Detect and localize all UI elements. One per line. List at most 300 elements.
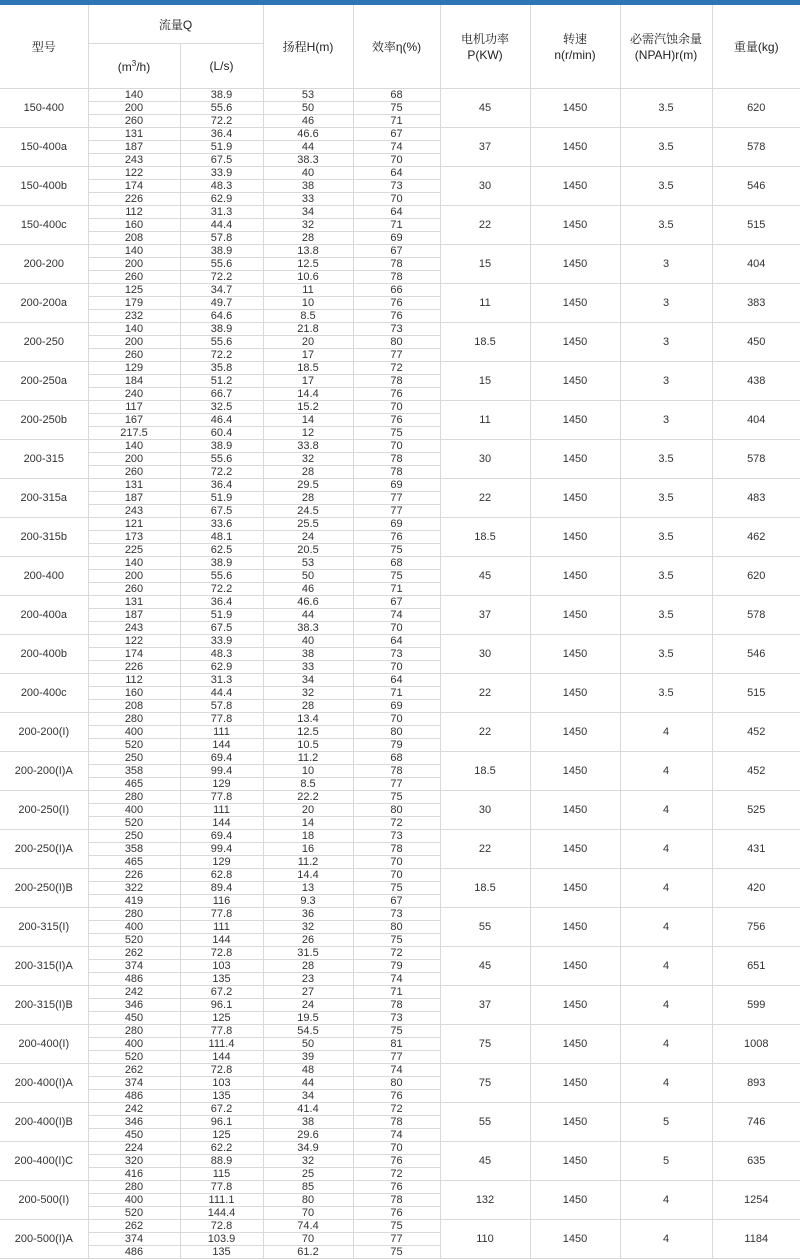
efficiency-cell: 77: [353, 1233, 440, 1246]
efficiency-cell: 77: [353, 505, 440, 518]
flow-m3h-cell: 200: [88, 102, 180, 115]
head-cell: 70: [263, 1207, 353, 1220]
npsh-cell: 4: [620, 1064, 712, 1103]
flow-ls-cell: 111: [180, 921, 263, 934]
flow-ls-cell: 34.7: [180, 284, 263, 297]
flow-m3h-cell: 117: [88, 401, 180, 414]
table-row: [0, 440, 800, 453]
table-row: [0, 947, 800, 960]
speed-cell: 1450: [530, 440, 620, 479]
model-cell: 200-400(I)B: [0, 1103, 88, 1142]
model-cell: 200-315(I)B: [0, 986, 88, 1025]
flow-m3h-cell: 131: [88, 596, 180, 609]
efficiency-cell: 70: [353, 193, 440, 206]
speed-cell: 1450: [530, 128, 620, 167]
flow-m3h-cell: 520: [88, 739, 180, 752]
head-cell: 36: [263, 908, 353, 921]
table-row: [0, 206, 800, 219]
table-row: [0, 713, 800, 726]
flow-m3h-cell: 226: [88, 869, 180, 882]
flow-m3h-cell: 129: [88, 362, 180, 375]
flow-ls-cell: 72.2: [180, 115, 263, 128]
table-row: [0, 1064, 800, 1077]
table-row: [0, 1025, 800, 1038]
efficiency-cell: 76: [353, 1207, 440, 1220]
head-cell: 85: [263, 1181, 353, 1194]
flow-ls-cell: 55.6: [180, 336, 263, 349]
flow-ls-cell: 77.8: [180, 1025, 263, 1038]
efficiency-cell: 76: [353, 388, 440, 401]
flow-m3h-cell: 121: [88, 518, 180, 531]
flow-ls-cell: 103: [180, 1077, 263, 1090]
power-cell: 45: [440, 947, 530, 986]
flow-m3h-cell: 280: [88, 908, 180, 921]
flow-m3h-cell: 260: [88, 115, 180, 128]
weight-cell: 578: [712, 440, 800, 479]
header-row-1: [0, 5, 800, 44]
power-cell: 37: [440, 128, 530, 167]
header-power-line1: 电机功率: [460, 31, 509, 46]
weight-cell: 483: [712, 479, 800, 518]
weight-cell: 756: [712, 908, 800, 947]
npsh-cell: 4: [620, 1181, 712, 1220]
flow-ls-cell: 57.8: [180, 232, 263, 245]
flow-ls-cell: 129: [180, 778, 263, 791]
model-cell: 200-315(I): [0, 908, 88, 947]
model-cell: 200-315: [0, 440, 88, 479]
head-cell: 14: [263, 817, 353, 830]
flow-ls-cell: 125: [180, 1129, 263, 1142]
flow-m3h-cell: 260: [88, 466, 180, 479]
head-cell: 32: [263, 1155, 353, 1168]
efficiency-cell: 75: [353, 1220, 440, 1233]
header-power-line2: P(KW): [467, 47, 503, 62]
weight-cell: 578: [712, 596, 800, 635]
flow-ls-cell: 62.5: [180, 544, 263, 557]
efficiency-cell: 78: [353, 271, 440, 284]
efficiency-cell: 78: [353, 375, 440, 388]
efficiency-cell: 77: [353, 349, 440, 362]
flow-ls-cell: 33.9: [180, 635, 263, 648]
weight-cell: 546: [712, 635, 800, 674]
flow-m3h-cell: 179: [88, 297, 180, 310]
head-cell: 15.2: [263, 401, 353, 414]
speed-cell: 1450: [530, 830, 620, 869]
head-cell: 20: [263, 804, 353, 817]
speed-cell: 1450: [530, 206, 620, 245]
weight-cell: 599: [712, 986, 800, 1025]
model-cell: 200-250: [0, 323, 88, 362]
head-cell: 8.5: [263, 778, 353, 791]
speed-cell: 1450: [530, 1103, 620, 1142]
efficiency-cell: 72: [353, 947, 440, 960]
flow-ls-cell: 51.9: [180, 141, 263, 154]
power-cell: 15: [440, 362, 530, 401]
model-cell: 150-400: [0, 89, 88, 128]
flow-ls-cell: 35.8: [180, 362, 263, 375]
head-cell: 46: [263, 115, 353, 128]
head-cell: 22.2: [263, 791, 353, 804]
flow-ls-cell: 55.6: [180, 570, 263, 583]
power-cell: 30: [440, 440, 530, 479]
npsh-cell: 4: [620, 947, 712, 986]
flow-ls-cell: 135: [180, 1090, 263, 1103]
flow-ls-cell: 67.2: [180, 1103, 263, 1116]
npsh-cell: 3.5: [620, 128, 712, 167]
npsh-cell: 3: [620, 401, 712, 440]
flow-ls-cell: 72.2: [180, 583, 263, 596]
table-row: [0, 596, 800, 609]
efficiency-cell: 74: [353, 141, 440, 154]
efficiency-cell: 80: [353, 921, 440, 934]
weight-cell: 746: [712, 1103, 800, 1142]
npsh-cell: 3: [620, 362, 712, 401]
efficiency-cell: 80: [353, 1077, 440, 1090]
efficiency-cell: 64: [353, 635, 440, 648]
head-cell: 80: [263, 1194, 353, 1207]
model-cell: 200-250(I)A: [0, 830, 88, 869]
flow-m3h-cell: 419: [88, 895, 180, 908]
power-cell: 18.5: [440, 752, 530, 791]
efficiency-cell: 77: [353, 1051, 440, 1064]
flow-ls-cell: 38.9: [180, 89, 263, 102]
npsh-cell: 3: [620, 284, 712, 323]
head-cell: 34.9: [263, 1142, 353, 1155]
efficiency-cell: 70: [353, 440, 440, 453]
model-cell: 200-250(I): [0, 791, 88, 830]
speed-cell: 1450: [530, 89, 620, 128]
power-cell: 22: [440, 713, 530, 752]
head-cell: 46.6: [263, 128, 353, 141]
flow-m3h-cell: 200: [88, 453, 180, 466]
flow-ls-cell: 111.1: [180, 1194, 263, 1207]
flow-m3h-cell: 358: [88, 765, 180, 778]
efficiency-cell: 80: [353, 336, 440, 349]
model-cell: 200-250b: [0, 401, 88, 440]
npsh-cell: 4: [620, 713, 712, 752]
flow-ls-cell: 72.2: [180, 349, 263, 362]
head-cell: 19.5: [263, 1012, 353, 1025]
flow-ls-cell: 67.2: [180, 986, 263, 999]
weight-cell: 452: [712, 713, 800, 752]
head-cell: 10.5: [263, 739, 353, 752]
flow-ls-cell: 55.6: [180, 453, 263, 466]
flow-m3h-cell: 200: [88, 258, 180, 271]
flow-ls-cell: 32.5: [180, 401, 263, 414]
head-cell: 34: [263, 1090, 353, 1103]
flow-m3h-cell: 280: [88, 1181, 180, 1194]
flow-ls-cell: 72.2: [180, 271, 263, 284]
head-cell: 33.8: [263, 440, 353, 453]
flow-ls-cell: 99.4: [180, 765, 263, 778]
efficiency-cell: 67: [353, 245, 440, 258]
flow-ls-cell: 51.9: [180, 492, 263, 505]
efficiency-cell: 78: [353, 1194, 440, 1207]
flow-ls-cell: 77.8: [180, 713, 263, 726]
head-cell: 29.5: [263, 479, 353, 492]
flow-m3h-cell: 140: [88, 323, 180, 336]
flow-m3h-cell: 187: [88, 141, 180, 154]
head-cell: 44: [263, 609, 353, 622]
weight-cell: 635: [712, 1142, 800, 1181]
flow-ls-cell: 88.9: [180, 1155, 263, 1168]
flow-ls-cell: 51.2: [180, 375, 263, 388]
npsh-cell: 4: [620, 752, 712, 791]
speed-cell: 1450: [530, 362, 620, 401]
head-cell: 24: [263, 999, 353, 1012]
weight-cell: 515: [712, 674, 800, 713]
efficiency-cell: 73: [353, 323, 440, 336]
efficiency-cell: 78: [353, 765, 440, 778]
flow-m3h-cell: 200: [88, 570, 180, 583]
table-row: [0, 791, 800, 804]
head-cell: 46.6: [263, 596, 353, 609]
head-cell: 13.4: [263, 713, 353, 726]
model-cell: 200-200: [0, 245, 88, 284]
speed-cell: 1450: [530, 1181, 620, 1220]
speed-cell: 1450: [530, 674, 620, 713]
efficiency-cell: 78: [353, 843, 440, 856]
efficiency-cell: 78: [353, 1116, 440, 1129]
efficiency-cell: 75: [353, 102, 440, 115]
power-cell: 22: [440, 479, 530, 518]
weight-cell: 1184: [712, 1220, 800, 1259]
head-cell: 40: [263, 167, 353, 180]
npsh-cell: 4: [620, 830, 712, 869]
head-cell: 74.4: [263, 1220, 353, 1233]
head-cell: 12.5: [263, 726, 353, 739]
npsh-cell: 3.5: [620, 674, 712, 713]
flow-ls-cell: 44.4: [180, 687, 263, 700]
flow-m3h-cell: 112: [88, 206, 180, 219]
flow-m3h-cell: 174: [88, 180, 180, 193]
weight-cell: 450: [712, 323, 800, 362]
speed-cell: 1450: [530, 713, 620, 752]
efficiency-cell: 70: [353, 401, 440, 414]
flow-ls-cell: 103.9: [180, 1233, 263, 1246]
head-cell: 29.6: [263, 1129, 353, 1142]
efficiency-cell: 66: [353, 284, 440, 297]
flow-ls-cell: 48.3: [180, 180, 263, 193]
flow-m3h-cell: 400: [88, 804, 180, 817]
efficiency-cell: 76: [353, 531, 440, 544]
flow-m3h-cell: 520: [88, 1051, 180, 1064]
power-cell: 75: [440, 1025, 530, 1064]
power-cell: 45: [440, 1142, 530, 1181]
efficiency-cell: 76: [353, 1155, 440, 1168]
head-cell: 44: [263, 1077, 353, 1090]
efficiency-cell: 70: [353, 661, 440, 674]
power-cell: 22: [440, 830, 530, 869]
efficiency-cell: 80: [353, 804, 440, 817]
flow-ls-cell: 144: [180, 817, 263, 830]
model-cell: 200-315(I)A: [0, 947, 88, 986]
weight-cell: 515: [712, 206, 800, 245]
head-cell: 33: [263, 661, 353, 674]
model-cell: 200-250(I)B: [0, 869, 88, 908]
head-cell: 39: [263, 1051, 353, 1064]
flow-ls-cell: 48.3: [180, 648, 263, 661]
model-cell: 200-500(I)A: [0, 1220, 88, 1259]
flow-ls-cell: 144.4: [180, 1207, 263, 1220]
header-efficiency: 效率η(%): [353, 5, 440, 89]
speed-cell: 1450: [530, 323, 620, 362]
head-cell: 18: [263, 830, 353, 843]
speed-cell: 1450: [530, 245, 620, 284]
head-cell: 28: [263, 232, 353, 245]
efficiency-cell: 68: [353, 557, 440, 570]
flow-ls-cell: 62.8: [180, 869, 263, 882]
model-cell: 200-200a: [0, 284, 88, 323]
flow-m3h-cell: 520: [88, 934, 180, 947]
efficiency-cell: 78: [353, 999, 440, 1012]
flow-m3h-cell: 260: [88, 583, 180, 596]
flow-ls-cell: 115: [180, 1168, 263, 1181]
flow-ls-cell: 72.8: [180, 947, 263, 960]
speed-cell: 1450: [530, 1142, 620, 1181]
head-cell: 18.5: [263, 362, 353, 375]
head-cell: 25.5: [263, 518, 353, 531]
flow-ls-cell: 31.3: [180, 206, 263, 219]
flow-ls-cell: 103: [180, 960, 263, 973]
model-cell: 200-400a: [0, 596, 88, 635]
weight-cell: 438: [712, 362, 800, 401]
efficiency-cell: 69: [353, 518, 440, 531]
efficiency-cell: 75: [353, 544, 440, 557]
flow-m3h-cell: 465: [88, 856, 180, 869]
flow-ls-cell: 57.8: [180, 700, 263, 713]
power-cell: 30: [440, 791, 530, 830]
model-cell: 200-400c: [0, 674, 88, 713]
flow-ls-cell: 36.4: [180, 479, 263, 492]
table-row: [0, 89, 800, 102]
efficiency-cell: 74: [353, 973, 440, 986]
flow-m3h-cell: 486: [88, 1090, 180, 1103]
head-cell: 12: [263, 427, 353, 440]
efficiency-cell: 73: [353, 180, 440, 193]
flow-ls-cell: 55.6: [180, 258, 263, 271]
flow-ls-cell: 67.5: [180, 154, 263, 167]
table-row: [0, 1103, 800, 1116]
weight-cell: 404: [712, 245, 800, 284]
efficiency-cell: 75: [353, 934, 440, 947]
speed-cell: 1450: [530, 518, 620, 557]
efficiency-cell: 72: [353, 362, 440, 375]
flow-m3h-cell: 260: [88, 349, 180, 362]
power-cell: 45: [440, 557, 530, 596]
efficiency-cell: 64: [353, 206, 440, 219]
flow-m3h-cell: 374: [88, 1233, 180, 1246]
head-cell: 20.5: [263, 544, 353, 557]
flow-m3h-cell: 226: [88, 661, 180, 674]
weight-cell: 893: [712, 1064, 800, 1103]
head-cell: 34: [263, 206, 353, 219]
efficiency-cell: 67: [353, 128, 440, 141]
speed-cell: 1450: [530, 1064, 620, 1103]
speed-cell: 1450: [530, 284, 620, 323]
power-cell: 110: [440, 1220, 530, 1259]
head-cell: 13.8: [263, 245, 353, 258]
flow-ls-cell: 135: [180, 1246, 263, 1259]
npsh-cell: 4: [620, 869, 712, 908]
flow-m3h-cell: 232: [88, 310, 180, 323]
flow-m3h-cell: 224: [88, 1142, 180, 1155]
weight-cell: 651: [712, 947, 800, 986]
flow-m3h-cell: 217.5: [88, 427, 180, 440]
table-row: [0, 401, 800, 414]
head-cell: 23: [263, 973, 353, 986]
table-row: [0, 908, 800, 921]
npsh-cell: 3.5: [620, 635, 712, 674]
model-cell: 200-400(I)A: [0, 1064, 88, 1103]
flow-m3h-cell: 242: [88, 986, 180, 999]
flow-m3h-cell: 174: [88, 648, 180, 661]
flow-ls-cell: 36.4: [180, 596, 263, 609]
header-power: [440, 5, 530, 89]
head-cell: 46: [263, 583, 353, 596]
table-row: [0, 284, 800, 297]
flow-ls-cell: 135: [180, 973, 263, 986]
flow-m3h-cell: 208: [88, 232, 180, 245]
flow-m3h-cell: 346: [88, 1116, 180, 1129]
head-cell: 28: [263, 960, 353, 973]
flow-m3h-cell: 520: [88, 1207, 180, 1220]
model-cell: 200-400: [0, 557, 88, 596]
head-cell: 11.2: [263, 752, 353, 765]
speed-cell: 1450: [530, 557, 620, 596]
flow-m3h-cell: 400: [88, 726, 180, 739]
npsh-cell: 5: [620, 1142, 712, 1181]
flow-m3h-cell: 450: [88, 1129, 180, 1142]
weight-cell: 525: [712, 791, 800, 830]
table-row: [0, 479, 800, 492]
flow-m3h-cell: 262: [88, 1220, 180, 1233]
power-cell: 45: [440, 89, 530, 128]
efficiency-cell: 70: [353, 154, 440, 167]
efficiency-cell: 78: [353, 453, 440, 466]
npsh-cell: 3.5: [620, 206, 712, 245]
flow-m3h-cell: 400: [88, 1038, 180, 1051]
efficiency-cell: 73: [353, 1012, 440, 1025]
flow-ls-cell: 38.9: [180, 557, 263, 570]
efficiency-cell: 70: [353, 713, 440, 726]
flow-m3h-cell: 320: [88, 1155, 180, 1168]
head-cell: 14: [263, 414, 353, 427]
table-body: [0, 89, 800, 1259]
flow-ls-cell: 96.1: [180, 1116, 263, 1129]
efficiency-cell: 68: [353, 89, 440, 102]
flow-m3h-cell: 140: [88, 89, 180, 102]
efficiency-cell: 71: [353, 115, 440, 128]
power-cell: 18.5: [440, 323, 530, 362]
flow-m3h-cell: 280: [88, 1025, 180, 1038]
efficiency-cell: 72: [353, 817, 440, 830]
efficiency-cell: 69: [353, 700, 440, 713]
flow-m3h-cell: 486: [88, 1246, 180, 1259]
head-cell: 21.8: [263, 323, 353, 336]
head-cell: 20: [263, 336, 353, 349]
flow-m3h-cell: 200: [88, 336, 180, 349]
power-cell: 30: [440, 635, 530, 674]
power-cell: 132: [440, 1181, 530, 1220]
flow-ls-cell: 60.4: [180, 427, 263, 440]
head-cell: 33: [263, 193, 353, 206]
flow-ls-cell: 69.4: [180, 752, 263, 765]
npsh-cell: 4: [620, 908, 712, 947]
head-cell: 50: [263, 1038, 353, 1051]
head-cell: 14.4: [263, 869, 353, 882]
head-cell: 40: [263, 635, 353, 648]
